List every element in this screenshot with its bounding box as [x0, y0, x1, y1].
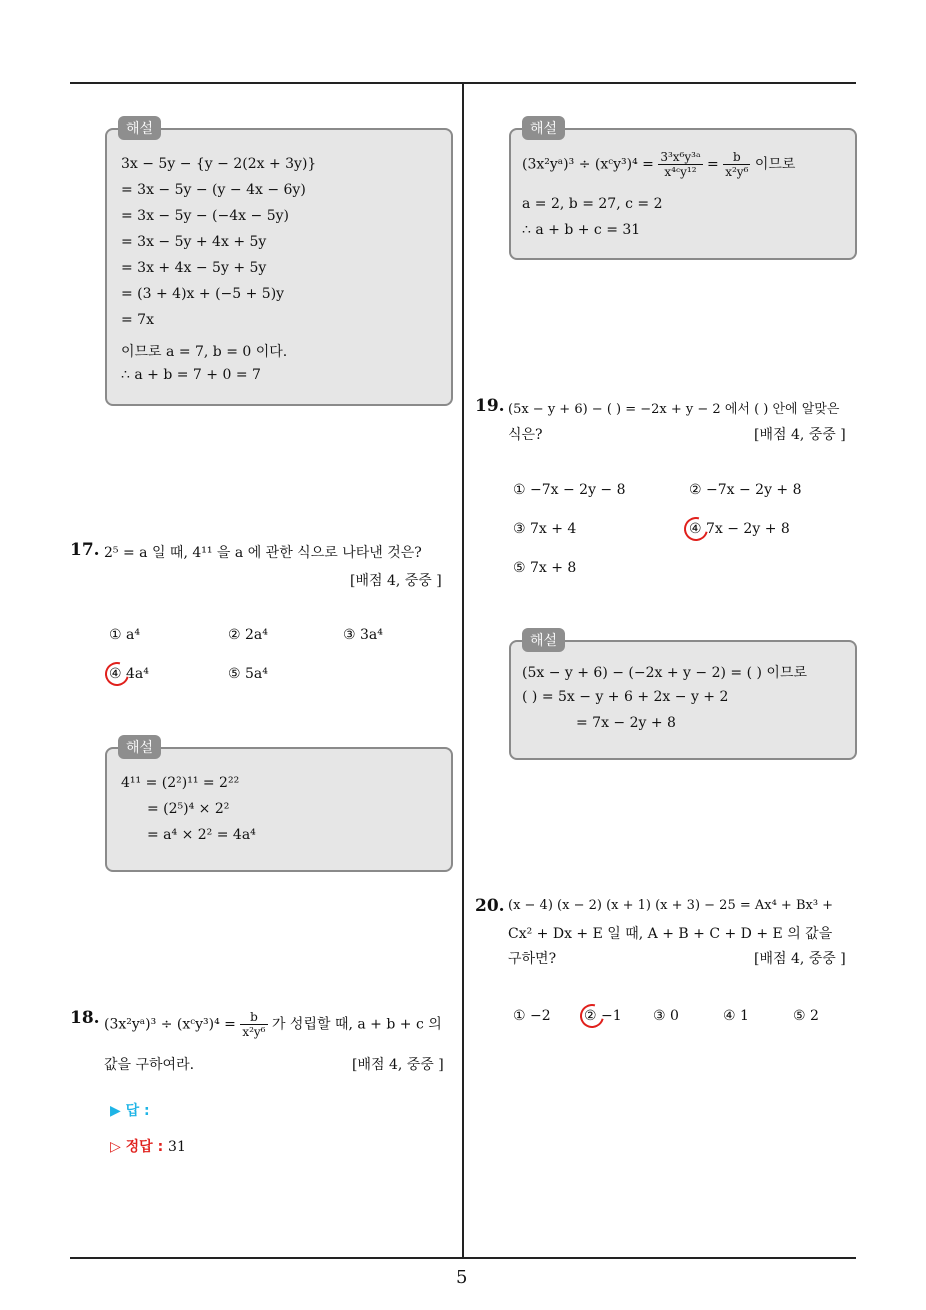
question-17-number: 17. — [70, 540, 100, 560]
question-20-option-3[interactable]: ③ 0 — [653, 1008, 679, 1024]
solution-18-box — [509, 128, 857, 260]
answer-input-label[interactable]: ▶ 답 : — [110, 1103, 150, 1119]
solution-16-tag: 해설 — [118, 116, 161, 140]
solution-18-tag: 해설 — [522, 116, 565, 140]
solution-18-line-3: ∴ a + b + c = 31 — [522, 222, 641, 238]
answer-mark-circle — [576, 1000, 609, 1033]
question-17-points: [배점 4, 중중 ] — [350, 573, 442, 589]
question-17-option-2[interactable]: ② 2a⁴ — [228, 627, 268, 643]
question-20-points: [배점 4, 중중 ] — [754, 951, 846, 967]
fraction-numerator: b — [723, 150, 750, 165]
solution-18-line-2: a = 2, b = 27, c = 2 — [522, 196, 663, 212]
bottom-rule — [70, 1257, 856, 1259]
question-18-number: 18. — [70, 1008, 100, 1028]
question-18-points: [배점 4, 중중 ] — [352, 1057, 444, 1073]
answer-mark-circle — [680, 513, 713, 546]
question-20-option-1[interactable]: ① −2 — [513, 1008, 551, 1024]
question-17-option-5[interactable]: ⑤ 5a⁴ — [228, 666, 268, 682]
solution-19-line: ( ) = 5x − y + 6 + 2x − y + 2 — [522, 689, 729, 705]
question-20-number: 20. — [475, 896, 505, 916]
solution-16-line: 이므로 a = 7, b = 0 이다. — [121, 344, 288, 360]
solution-19-tag: 해설 — [522, 628, 565, 652]
question-20-option-4[interactable]: ④ 1 — [723, 1008, 749, 1024]
solution-16-line: 3x − 5y − {y − 2(2x + 3y)} — [121, 156, 317, 172]
solution-16-line: = 3x − 5y − (y − 4x − 6y) — [121, 182, 306, 198]
question-19-text-line2: 식은? — [508, 427, 543, 443]
fraction-denominator: x²y⁶ — [725, 165, 749, 179]
solution-16-line: = 7x — [121, 312, 154, 328]
question-20-text-line2: Cx² + Dx + E 일 때, A + B + C + D + E 의 값을 — [508, 926, 833, 942]
fraction-denominator: x²y⁶ — [242, 1025, 266, 1039]
question-19-points: [배점 4, 중중 ] — [754, 427, 846, 443]
column-divider — [462, 83, 464, 1259]
question-19-text: (5x − y + 6) − ( ) = −2x + y − 2 에서 ( ) 안에 알맞은 — [508, 402, 840, 417]
question-19-option-1[interactable]: ① −7x − 2y − 8 — [513, 482, 626, 498]
correct-answer-label: ▷ 정답 : — [110, 1139, 164, 1155]
solution-17-tag: 해설 — [118, 735, 161, 759]
question-19-number: 19. — [475, 396, 505, 416]
question-18-expr: (3x²yᵃ)³ ÷ (xᶜy³)⁴ = — [104, 1016, 236, 1033]
solution-17-line: = (2⁵)⁴ × 2² — [147, 801, 230, 817]
question-17-text: 2⁵ = a 일 때, 4¹¹ 을 a 에 관한 식으로 나타낸 것은? — [104, 545, 422, 561]
fraction-denominator: x⁴ᶜy¹² — [664, 165, 697, 179]
question-18-fraction — [240, 1010, 267, 1039]
solution-18-fraction-1 — [658, 150, 702, 179]
solution-16-line: ∴ a + b = 7 + 0 = 7 — [121, 367, 261, 383]
correct-answer-value: 31 — [168, 1139, 186, 1155]
question-20-option-2[interactable]: ② −1 — [584, 1008, 622, 1024]
solution-16-line: = (3 + 4)x + (−5 + 5)y — [121, 286, 285, 302]
question-19-option-5[interactable]: ⑤ 7x + 8 — [513, 560, 577, 576]
solution-18-expr: (3x²yᵃ)³ ÷ (xᶜy³)⁴ = — [522, 156, 654, 173]
solution-16-line: = 3x − 5y − (−4x − 5y) — [121, 208, 289, 224]
fraction-numerator: b — [240, 1010, 267, 1025]
answer-mark-circle — [101, 658, 134, 691]
solution-16-line: = 3x + 4x − 5y + 5y — [121, 260, 267, 276]
solution-18-fraction-2 — [723, 150, 750, 179]
solution-17-line: 4¹¹ = (2²)¹¹ = 2²² — [121, 775, 240, 791]
question-19-option-2[interactable]: ② −7x − 2y + 8 — [689, 482, 802, 498]
solution-18-line-1: (3x²yᵃ)³ ÷ (xᶜy³)⁴ = $\frac{\text{3³x⁶y³ᵃ}}{\text{x⁴ᶜy¹²}}$ = $\frac{b}{\text{x²y⁶}}$ 이므로 — [522, 150, 796, 179]
question-17-option-3[interactable]: ③ 3a⁴ — [343, 627, 383, 643]
question-17-option-4[interactable]: ④ 4a⁴ — [109, 666, 149, 682]
question-19-option-4[interactable]: ④ 7x − 2y + 8 — [689, 521, 790, 537]
solution-19-line: (5x − y + 6) − (−2x + y − 2) = ( ) 이므로 — [522, 665, 807, 681]
page-number: 5 — [456, 1267, 468, 1288]
solution-17-line: = a⁴ × 2² = 4a⁴ — [147, 827, 256, 843]
question-20-text-line3: 구하면? — [508, 951, 557, 967]
question-18-text-line2: 값을 구하여라. — [104, 1057, 195, 1073]
solution-18-tail: 이므로 — [754, 156, 796, 173]
question-18-text — [104, 1010, 442, 1039]
question-18-expr-tail: 가 성립할 때, a + b + c 의 — [271, 1016, 442, 1033]
correct-answer — [110, 1136, 186, 1156]
question-20-option-5[interactable]: ⑤ 2 — [793, 1008, 819, 1024]
solution-19-line: = 7x − 2y + 8 — [576, 715, 676, 731]
question-19-option-3[interactable]: ③ 7x + 4 — [513, 521, 577, 537]
question-17-option-1[interactable]: ① a⁴ — [109, 627, 140, 643]
solution-16-line: = 3x − 5y + 4x + 5y — [121, 234, 267, 250]
fraction-numerator: 3³x⁶y³ᵃ — [660, 150, 701, 164]
question-20-text: (x − 4) (x − 2) (x + 1) (x + 3) − 25 = Ax⁴ + Bx³ + — [508, 898, 834, 913]
